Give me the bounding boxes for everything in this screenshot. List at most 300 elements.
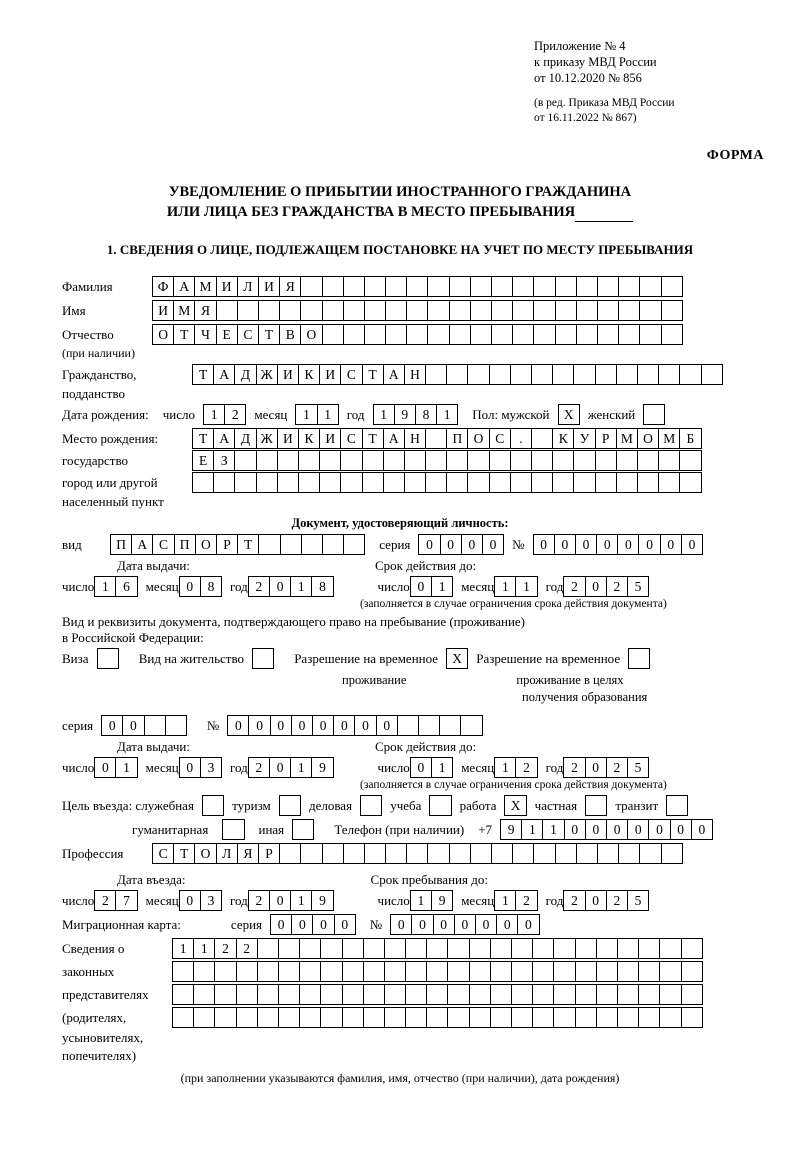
cell[interactable]: 1 xyxy=(431,757,453,778)
cell[interactable]: 0 xyxy=(681,534,703,555)
cell[interactable]: Т xyxy=(237,534,259,555)
cell[interactable] xyxy=(637,472,659,493)
cell[interactable] xyxy=(363,961,385,982)
cell[interactable] xyxy=(405,1007,427,1028)
cell[interactable] xyxy=(343,300,365,321)
cell[interactable]: 0 xyxy=(596,534,618,555)
cell[interactable] xyxy=(575,961,597,982)
cell[interactable] xyxy=(597,843,619,864)
doc-issue-year-input[interactable] xyxy=(248,576,334,597)
cell[interactable] xyxy=(234,472,256,493)
cell[interactable]: С xyxy=(237,324,259,345)
cell[interactable]: 0 xyxy=(227,715,249,736)
cell[interactable]: З xyxy=(213,450,235,471)
cell[interactable]: 8 xyxy=(415,404,437,425)
cell[interactable] xyxy=(447,1007,469,1028)
cell[interactable]: 8 xyxy=(200,576,222,597)
cell[interactable]: И xyxy=(216,276,238,297)
sex-female-checkbox[interactable] xyxy=(643,404,665,425)
cell[interactable] xyxy=(256,450,278,471)
cell[interactable] xyxy=(236,984,258,1005)
cell[interactable] xyxy=(531,428,553,449)
cell[interactable]: 1 xyxy=(193,938,215,959)
cell[interactable]: А xyxy=(383,428,405,449)
cell[interactable] xyxy=(258,534,280,555)
cell[interactable] xyxy=(405,961,427,982)
cell[interactable]: 0 xyxy=(648,819,670,840)
cell[interactable] xyxy=(449,276,471,297)
cell[interactable]: П xyxy=(110,534,132,555)
cell[interactable]: 1 xyxy=(515,576,537,597)
doc-valid-month-input[interactable] xyxy=(494,576,537,597)
permit-number-input[interactable] xyxy=(227,715,482,736)
cell[interactable]: 0 xyxy=(179,576,201,597)
cell[interactable] xyxy=(576,276,598,297)
cell[interactable] xyxy=(257,1007,279,1028)
doc-number-input[interactable] xyxy=(533,534,704,555)
birthplace-input-row1[interactable] xyxy=(192,428,702,449)
cell[interactable] xyxy=(426,984,448,1005)
cell[interactable]: М xyxy=(616,428,638,449)
cell[interactable] xyxy=(279,300,301,321)
cell[interactable]: Я xyxy=(194,300,216,321)
cell[interactable] xyxy=(425,472,447,493)
cell[interactable] xyxy=(511,938,533,959)
cell[interactable] xyxy=(342,984,364,1005)
cell[interactable]: Е xyxy=(216,324,238,345)
cell[interactable]: 0 xyxy=(269,576,291,597)
cell[interactable]: М xyxy=(194,276,216,297)
cell[interactable] xyxy=(470,300,492,321)
cell[interactable] xyxy=(576,300,598,321)
cell[interactable]: 0 xyxy=(575,534,597,555)
cell[interactable]: 2 xyxy=(515,890,537,911)
cell[interactable] xyxy=(385,300,407,321)
cell[interactable] xyxy=(490,961,512,982)
cell[interactable] xyxy=(639,324,661,345)
cell[interactable]: С xyxy=(152,534,174,555)
doc-valid-year-input[interactable] xyxy=(563,576,649,597)
cell[interactable]: 0 xyxy=(606,819,628,840)
cell[interactable]: 0 xyxy=(269,890,291,911)
cell[interactable]: Т xyxy=(362,364,384,385)
cell[interactable]: Ч xyxy=(194,324,216,345)
cell[interactable] xyxy=(595,450,617,471)
cell[interactable]: 0 xyxy=(440,534,462,555)
cell[interactable]: 0 xyxy=(585,890,607,911)
cell[interactable] xyxy=(364,276,386,297)
cell[interactable] xyxy=(322,300,344,321)
cell[interactable] xyxy=(638,1007,660,1028)
cell[interactable]: 9 xyxy=(394,404,416,425)
cell[interactable] xyxy=(446,450,468,471)
cell[interactable] xyxy=(658,364,680,385)
entry-month-input[interactable] xyxy=(179,890,222,911)
cell[interactable] xyxy=(425,450,447,471)
cell[interactable] xyxy=(193,961,215,982)
birth-month-input[interactable] xyxy=(295,404,338,425)
cell[interactable] xyxy=(362,472,384,493)
cell[interactable] xyxy=(418,715,440,736)
cell[interactable]: 1 xyxy=(373,404,395,425)
birth-day-input[interactable] xyxy=(203,404,246,425)
cell[interactable] xyxy=(320,961,342,982)
cell[interactable] xyxy=(490,938,512,959)
cell[interactable] xyxy=(319,472,341,493)
reps-input-row2[interactable] xyxy=(172,961,703,982)
cell[interactable] xyxy=(258,300,280,321)
cell[interactable] xyxy=(427,843,449,864)
stay-year-input[interactable] xyxy=(563,890,649,911)
patronymic-input[interactable] xyxy=(152,324,683,345)
cell[interactable] xyxy=(172,984,194,1005)
cell[interactable] xyxy=(681,938,703,959)
cell[interactable] xyxy=(469,938,491,959)
cell[interactable]: Е xyxy=(192,450,214,471)
cell[interactable]: 0 xyxy=(475,914,497,935)
cell[interactable]: И xyxy=(319,428,341,449)
cell[interactable] xyxy=(340,450,362,471)
cell[interactable] xyxy=(555,324,577,345)
cell[interactable] xyxy=(449,300,471,321)
cell[interactable] xyxy=(510,364,532,385)
cell[interactable] xyxy=(320,984,342,1005)
permit-issue-day-input[interactable] xyxy=(94,757,137,778)
cell[interactable]: 5 xyxy=(627,890,649,911)
cell[interactable]: Р xyxy=(595,428,617,449)
permit-issue-month-input[interactable] xyxy=(179,757,222,778)
cell[interactable] xyxy=(257,961,279,982)
cell[interactable]: Ф xyxy=(152,276,174,297)
cell[interactable]: 0 xyxy=(554,534,576,555)
cell[interactable] xyxy=(301,534,323,555)
cell[interactable]: 1 xyxy=(290,576,312,597)
cell[interactable] xyxy=(404,450,426,471)
cell[interactable] xyxy=(405,984,427,1005)
cell[interactable] xyxy=(552,450,574,471)
cell[interactable] xyxy=(512,300,534,321)
cell[interactable] xyxy=(278,984,300,1005)
cell[interactable]: Н xyxy=(404,428,426,449)
doc-type-input[interactable] xyxy=(110,534,365,555)
cell[interactable] xyxy=(222,819,244,840)
cell[interactable]: 2 xyxy=(563,890,585,911)
cell[interactable] xyxy=(470,843,492,864)
cell[interactable] xyxy=(385,276,407,297)
cell[interactable] xyxy=(343,843,365,864)
cell[interactable] xyxy=(618,276,640,297)
cell[interactable] xyxy=(299,984,321,1005)
cell[interactable] xyxy=(292,819,314,840)
cell[interactable]: 2 xyxy=(606,757,628,778)
cell[interactable]: Н xyxy=(404,364,426,385)
cell[interactable] xyxy=(383,472,405,493)
cell[interactable]: 0 xyxy=(101,715,123,736)
cell[interactable]: 1 xyxy=(172,938,194,959)
cell[interactable] xyxy=(491,324,513,345)
cell[interactable] xyxy=(237,300,259,321)
cell[interactable] xyxy=(202,795,224,816)
cell[interactable]: Р xyxy=(216,534,238,555)
cell[interactable]: 3 xyxy=(200,757,222,778)
cell[interactable]: 0 xyxy=(179,890,201,911)
cell[interactable] xyxy=(470,324,492,345)
birth-year-input[interactable] xyxy=(373,404,459,425)
cell[interactable]: А xyxy=(213,364,235,385)
cell[interactable] xyxy=(533,843,555,864)
cell[interactable] xyxy=(469,984,491,1005)
cell[interactable] xyxy=(555,276,577,297)
cell[interactable] xyxy=(617,938,639,959)
cell[interactable]: 0 xyxy=(433,914,455,935)
cell[interactable]: А xyxy=(131,534,153,555)
cell[interactable] xyxy=(404,472,426,493)
cell[interactable] xyxy=(214,961,236,982)
cell[interactable] xyxy=(469,961,491,982)
cell[interactable]: Т xyxy=(192,364,214,385)
cell[interactable]: О xyxy=(152,324,174,345)
cell[interactable] xyxy=(575,1007,597,1028)
cell[interactable] xyxy=(489,472,511,493)
cell[interactable]: 0 xyxy=(496,914,518,935)
cell[interactable] xyxy=(512,324,534,345)
cell[interactable]: 9 xyxy=(500,819,522,840)
cell[interactable] xyxy=(532,984,554,1005)
cell[interactable]: Р xyxy=(258,843,280,864)
cell[interactable]: Х xyxy=(504,795,526,816)
cell[interactable] xyxy=(552,364,574,385)
cell[interactable] xyxy=(256,472,278,493)
cell[interactable]: С xyxy=(340,364,362,385)
permit-valid-day-input[interactable] xyxy=(410,757,453,778)
cell[interactable] xyxy=(618,324,640,345)
cell[interactable] xyxy=(252,648,274,669)
cell[interactable]: 0 xyxy=(354,715,376,736)
cell[interactable] xyxy=(406,300,428,321)
cell[interactable] xyxy=(300,843,322,864)
cell[interactable] xyxy=(489,364,511,385)
cell[interactable]: 1 xyxy=(203,404,225,425)
cell[interactable] xyxy=(193,1007,215,1028)
cell[interactable] xyxy=(364,843,386,864)
cell[interactable]: Т xyxy=(192,428,214,449)
sex-male-checkbox[interactable] xyxy=(558,404,580,425)
purpose-other-checkbox[interactable] xyxy=(292,819,314,840)
cell[interactable] xyxy=(320,938,342,959)
temp-residence-checkbox[interactable] xyxy=(446,648,468,669)
cell[interactable] xyxy=(300,276,322,297)
cell[interactable]: 0 xyxy=(333,715,355,736)
cell[interactable]: 5 xyxy=(627,757,649,778)
cell[interactable] xyxy=(278,1007,300,1028)
cell[interactable] xyxy=(322,324,344,345)
cell[interactable] xyxy=(426,961,448,982)
visa-checkbox[interactable] xyxy=(97,648,119,669)
cell[interactable] xyxy=(679,450,701,471)
cell[interactable] xyxy=(427,324,449,345)
cell[interactable] xyxy=(384,961,406,982)
cell[interactable] xyxy=(364,324,386,345)
cell[interactable] xyxy=(460,715,482,736)
cell[interactable] xyxy=(489,450,511,471)
surname-input[interactable] xyxy=(152,276,683,297)
cell[interactable]: 2 xyxy=(94,890,116,911)
cell[interactable]: С xyxy=(489,428,511,449)
purpose-tourism-checkbox[interactable] xyxy=(279,795,301,816)
cell[interactable] xyxy=(661,300,683,321)
cell[interactable] xyxy=(511,984,533,1005)
migration-number-input[interactable] xyxy=(390,914,539,935)
cell[interactable] xyxy=(617,961,639,982)
cell[interactable] xyxy=(426,1007,448,1028)
entry-day-input[interactable] xyxy=(94,890,137,911)
cell[interactable]: 8 xyxy=(311,576,333,597)
cell[interactable] xyxy=(406,324,428,345)
cell[interactable]: 1 xyxy=(317,404,339,425)
cell[interactable] xyxy=(277,450,299,471)
cell[interactable] xyxy=(298,450,320,471)
cell[interactable]: А xyxy=(173,276,195,297)
cell[interactable] xyxy=(236,961,258,982)
cell[interactable]: 3 xyxy=(200,890,222,911)
cell[interactable]: С xyxy=(340,428,362,449)
cell[interactable] xyxy=(596,1007,618,1028)
cell[interactable]: 2 xyxy=(236,938,258,959)
cell[interactable] xyxy=(510,450,532,471)
cell[interactable] xyxy=(236,1007,258,1028)
cell[interactable]: О xyxy=(300,324,322,345)
cell[interactable]: 1 xyxy=(410,890,432,911)
cell[interactable]: 0 xyxy=(334,914,356,935)
cell[interactable] xyxy=(701,364,723,385)
cell[interactable]: 0 xyxy=(94,757,116,778)
cell[interactable] xyxy=(491,276,513,297)
cell[interactable]: 2 xyxy=(563,757,585,778)
cell[interactable]: 9 xyxy=(431,890,453,911)
cell[interactable]: Х xyxy=(558,404,580,425)
cell[interactable] xyxy=(638,938,660,959)
cell[interactable]: 0 xyxy=(585,819,607,840)
cell[interactable] xyxy=(278,961,300,982)
reps-input-row4[interactable] xyxy=(172,1007,703,1028)
cell[interactable] xyxy=(597,276,619,297)
cell[interactable]: 0 xyxy=(517,914,539,935)
cell[interactable] xyxy=(299,938,321,959)
cell[interactable] xyxy=(617,984,639,1005)
cell[interactable] xyxy=(553,1007,575,1028)
cell[interactable] xyxy=(661,276,683,297)
cell[interactable]: 1 xyxy=(494,890,516,911)
cell[interactable]: 0 xyxy=(122,715,144,736)
cell[interactable] xyxy=(618,300,640,321)
cell[interactable] xyxy=(637,450,659,471)
cell[interactable]: 1 xyxy=(295,404,317,425)
residence-permit-checkbox[interactable] xyxy=(252,648,274,669)
cell[interactable] xyxy=(616,450,638,471)
cell[interactable] xyxy=(300,300,322,321)
cell[interactable]: 0 xyxy=(418,534,440,555)
cell[interactable]: 0 xyxy=(410,576,432,597)
cell[interactable]: 1 xyxy=(436,404,458,425)
cell[interactable]: Д xyxy=(234,428,256,449)
cell[interactable] xyxy=(575,984,597,1005)
cell[interactable]: 0 xyxy=(461,534,483,555)
cell[interactable]: 9 xyxy=(311,890,333,911)
citizenship-input[interactable] xyxy=(192,364,723,385)
cell[interactable] xyxy=(278,938,300,959)
cell[interactable]: 0 xyxy=(390,914,412,935)
cell[interactable] xyxy=(193,984,215,1005)
cell[interactable]: 2 xyxy=(248,576,270,597)
cell[interactable] xyxy=(429,795,451,816)
cell[interactable] xyxy=(659,938,681,959)
cell[interactable] xyxy=(405,938,427,959)
cell[interactable]: 0 xyxy=(291,914,313,935)
cell[interactable] xyxy=(491,300,513,321)
cell[interactable] xyxy=(532,961,554,982)
cell[interactable] xyxy=(234,450,256,471)
cell[interactable] xyxy=(511,961,533,982)
cell[interactable] xyxy=(637,364,659,385)
cell[interactable] xyxy=(573,472,595,493)
cell[interactable] xyxy=(322,534,344,555)
cell[interactable]: 1 xyxy=(115,757,137,778)
cell[interactable] xyxy=(681,961,703,982)
cell[interactable] xyxy=(172,1007,194,1028)
cell[interactable] xyxy=(449,324,471,345)
cell[interactable]: 2 xyxy=(515,757,537,778)
cell[interactable] xyxy=(165,715,187,736)
cell[interactable]: 0 xyxy=(670,819,692,840)
cell[interactable] xyxy=(447,984,469,1005)
cell[interactable]: 0 xyxy=(533,534,555,555)
cell[interactable] xyxy=(681,1007,703,1028)
cell[interactable]: 2 xyxy=(606,890,628,911)
cell[interactable] xyxy=(342,938,364,959)
cell[interactable] xyxy=(469,1007,491,1028)
cell[interactable] xyxy=(470,276,492,297)
cell[interactable] xyxy=(192,472,214,493)
cell[interactable]: О xyxy=(467,428,489,449)
cell[interactable]: 0 xyxy=(585,757,607,778)
cell[interactable] xyxy=(576,843,598,864)
permit-series-input[interactable] xyxy=(101,715,187,736)
cell[interactable] xyxy=(363,1007,385,1028)
cell[interactable]: 0 xyxy=(179,757,201,778)
cell[interactable] xyxy=(531,472,553,493)
cell[interactable] xyxy=(659,961,681,982)
cell[interactable]: 0 xyxy=(248,715,270,736)
cell[interactable] xyxy=(585,795,607,816)
cell[interactable] xyxy=(617,1007,639,1028)
cell[interactable] xyxy=(319,450,341,471)
cell[interactable]: Я xyxy=(279,276,301,297)
cell[interactable]: 1 xyxy=(521,819,543,840)
cell[interactable]: В xyxy=(279,324,301,345)
cell[interactable]: 0 xyxy=(270,914,292,935)
cell[interactable] xyxy=(385,324,407,345)
cell[interactable]: Я xyxy=(237,843,259,864)
cell[interactable] xyxy=(467,472,489,493)
cell[interactable] xyxy=(532,1007,554,1028)
cell[interactable]: 0 xyxy=(410,757,432,778)
cell[interactable] xyxy=(257,938,279,959)
cell[interactable] xyxy=(385,843,407,864)
cell[interactable] xyxy=(639,300,661,321)
cell[interactable] xyxy=(446,364,468,385)
cell[interactable]: Т xyxy=(173,843,195,864)
cell[interactable] xyxy=(596,961,618,982)
